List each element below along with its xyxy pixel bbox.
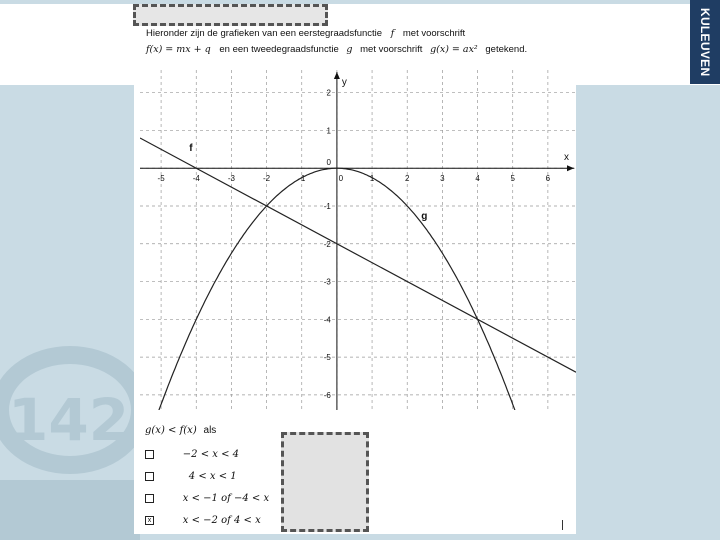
option-4-checkbox[interactable]: x — [145, 516, 154, 525]
x-tick-label: 1 — [369, 174, 375, 184]
intro-f-symbol: f — [390, 28, 395, 39]
intro-text-2: en een tweedegraadsfunctie — [219, 44, 339, 55]
series-g-label: g — [421, 211, 428, 223]
question-suffix: als — [203, 425, 217, 436]
y-tick-label: -4 — [323, 315, 331, 325]
x-tick-label: 4 — [475, 174, 480, 184]
option-2[interactable] — [145, 471, 237, 482]
y-tick-label: -3 — [323, 277, 331, 287]
intro-text-2c: getekend. — [485, 44, 528, 55]
x-tick-label: 5 — [510, 174, 515, 184]
x-tick-label: -3 — [227, 174, 235, 184]
intro-g-symbol: g — [346, 44, 353, 55]
y-axis-arrow — [334, 72, 340, 79]
x-tick-label: -2 — [263, 174, 271, 184]
option-4-text: x < −2 of 4 < x — [182, 515, 261, 526]
x-tick-label: -4 — [192, 174, 200, 184]
watermark-text: 142 — [8, 386, 130, 454]
y-tick-label: 0 — [326, 158, 331, 168]
y-tick-label: 2 — [326, 88, 331, 98]
y-tick-label: -2 — [323, 239, 331, 249]
question-inequality: g(x) < f(x) — [145, 425, 197, 436]
x-tick-label: -1 — [298, 174, 306, 184]
x-axis-label: x — [564, 152, 569, 164]
option-4[interactable] — [145, 515, 261, 526]
x-tick-label: 6 — [545, 174, 551, 184]
text-cursor — [562, 520, 563, 530]
intro-line-2 — [146, 44, 527, 55]
intro-line-1 — [146, 28, 465, 39]
y-tick-label: -5 — [323, 353, 331, 363]
image-placeholder-top — [133, 4, 328, 26]
slide-top-strip — [0, 0, 720, 4]
series-f-curve — [140, 138, 576, 372]
x-tick-label: 3 — [440, 174, 445, 184]
y-tick-label: 1 — [326, 126, 331, 136]
logo-text: KULEUVEN — [698, 7, 712, 77]
option-1[interactable] — [145, 449, 239, 460]
watermark-key-image — [0, 330, 140, 540]
g-formula: g(x) = ax² — [430, 44, 478, 55]
intro-text-1b: met voorschrift — [402, 28, 466, 39]
x-tick-label: 0 — [338, 174, 344, 184]
image-placeholder-middle — [281, 432, 369, 532]
option-3[interactable] — [145, 493, 269, 504]
y-tick-label: -1 — [323, 202, 331, 211]
option-2-checkbox[interactable] — [145, 472, 154, 481]
option-3-checkbox[interactable] — [145, 494, 154, 503]
x-tick-label: -5 — [157, 174, 165, 184]
y-tick-label: -6 — [323, 390, 331, 400]
intro-text-1: Hieronder zijn de grafieken van een eerstegraadsfunctie — [146, 28, 383, 39]
kuleuven-logo — [690, 0, 720, 84]
f-formula: f(x) = mx + q — [146, 44, 211, 55]
option-3-text: x < −1 of −4 < x — [182, 493, 270, 504]
series-f-label: f — [189, 143, 193, 155]
y-axis-label: y — [341, 77, 347, 88]
intro-text-2b: met voorschrift — [360, 44, 423, 55]
function-graph — [140, 70, 576, 410]
option-1-text: −2 < x < 4 — [182, 449, 239, 460]
x-tick-label: 2 — [404, 174, 410, 184]
question-prompt — [145, 425, 216, 436]
x-axis-arrow — [567, 165, 574, 171]
option-1-checkbox[interactable] — [145, 450, 154, 459]
option-2-text: 4 < x < 1 — [188, 471, 237, 482]
